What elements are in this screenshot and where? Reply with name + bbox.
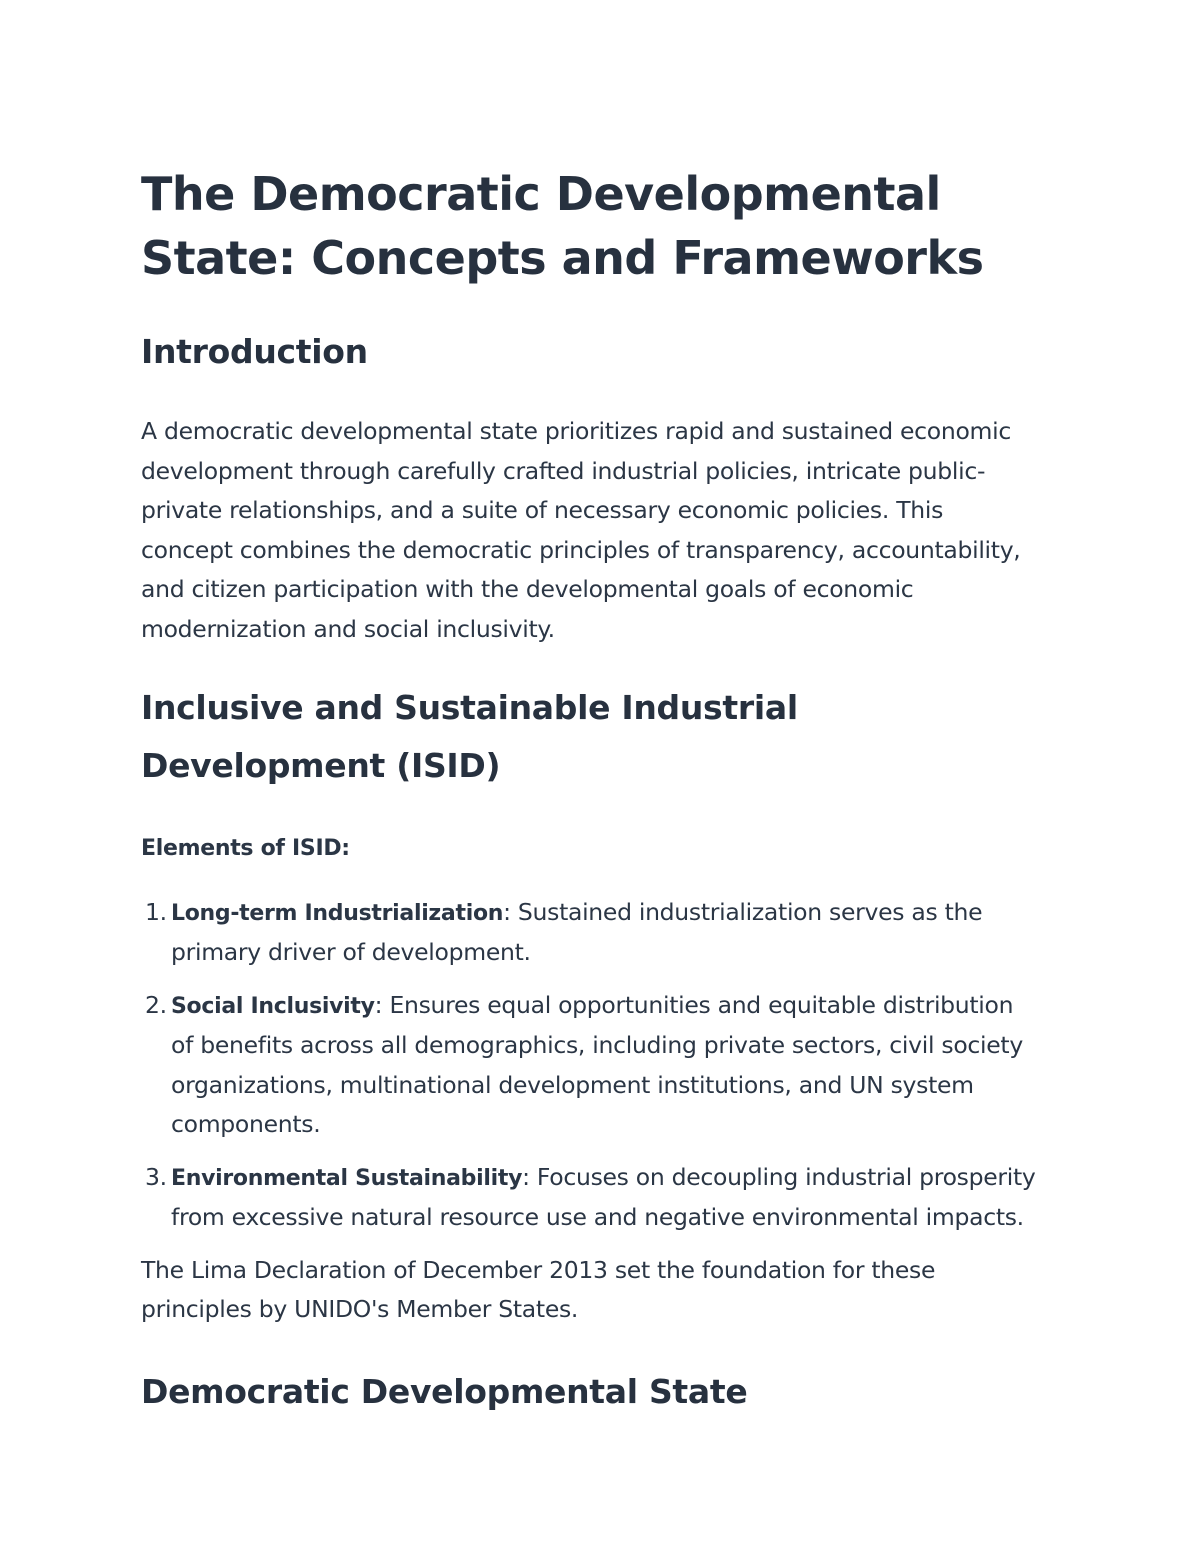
list-item — [141, 893, 1041, 973]
list-item-text: : Sustained industrialization serves as the primary driver of development. — [171, 897, 983, 966]
list-item-text: : Ensures equal opportunities and equitable distribution of benefits across all demographics, including private sectors, civil society organizations, multinational development institutions, and UN system components. — [171, 990, 1023, 1138]
list-item — [141, 1158, 1041, 1238]
introduction-paragraph: A democratic developmental state prioritizes rapid and sustained economic development through carefully crafted industrial policies, intricate public-private relationships, and a suite of necessary economic policies. This concept combines the democratic principles of transparency, accountability, and citizen participation with the developmental goals of economic modernization and social inclusivity. — [141, 417, 1021, 643]
list-item-text: : Focuses on decoupling industrial prosperity from excessive natural resource use and negative environmental impacts. — [171, 1162, 1036, 1231]
isid-heading: Inclusive and Sustainable Industrial Development (ISID) — [141, 688, 798, 785]
list-item-term: Social Inclusivity — [171, 993, 375, 1019]
document-page — [141, 162, 1041, 1414]
isid-elements-label: Elements of ISID: — [141, 836, 350, 861]
lima-declaration-paragraph: The Lima Declaration of December 2013 set the foundation for these principles by UNIDO's Member States. — [141, 1255, 936, 1323]
list-item-term: Environmental Sustainability — [171, 1165, 523, 1191]
list-item-number: 3. — [145, 1162, 167, 1191]
document-title: The Democratic Developmental State: Concepts and Frameworks — [141, 167, 984, 285]
list-item — [141, 986, 1041, 1145]
list-item-term: Long-term Industrialization — [171, 900, 504, 926]
list-item-number: 2. — [145, 990, 167, 1019]
isid-elements-list — [141, 893, 1041, 1238]
introduction-heading: Introduction — [141, 332, 368, 371]
list-item-number: 1. — [145, 897, 167, 926]
democratic-developmental-state-heading: Democratic Developmental State — [141, 1371, 748, 1411]
